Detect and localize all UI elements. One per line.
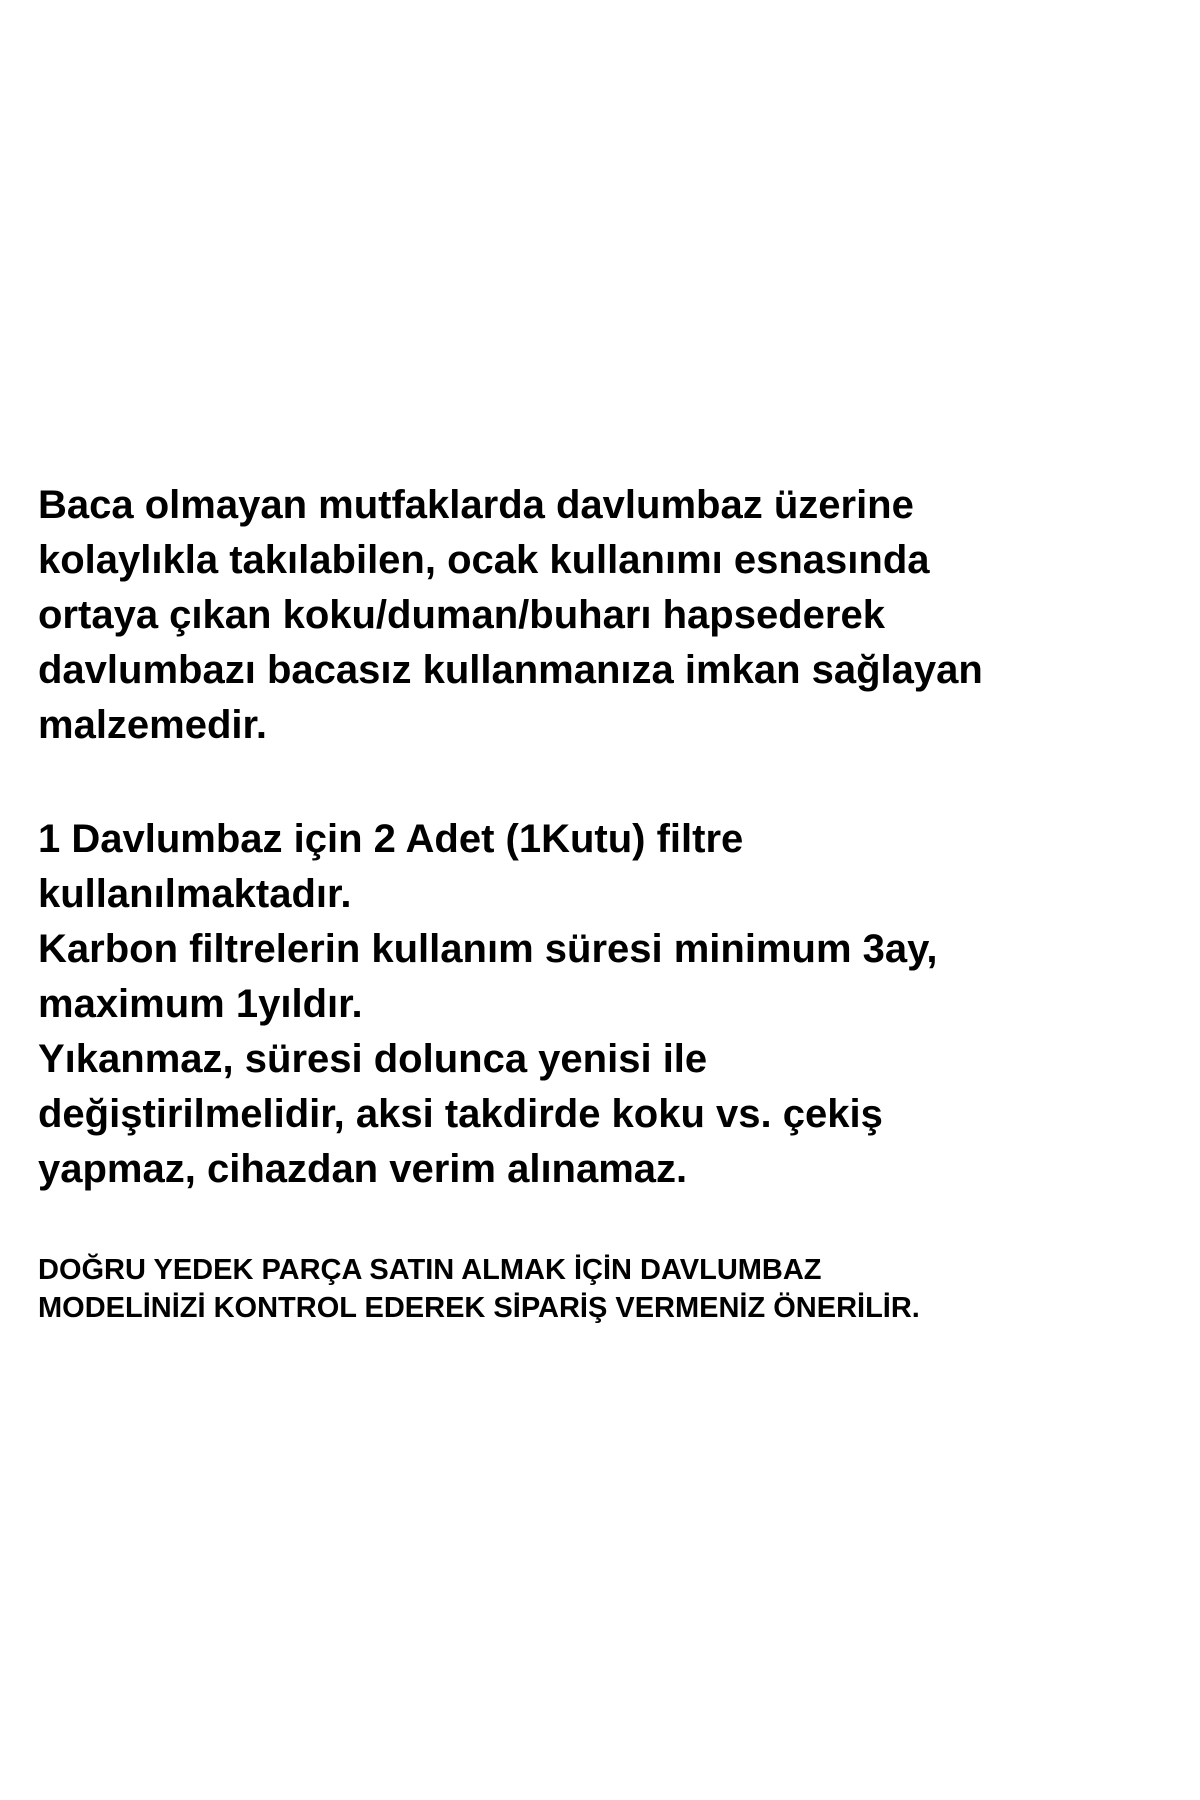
- usage-line: Yıkanmaz, süresi dolunca yenisi ile: [38, 1037, 708, 1081]
- notice-line: MODELİNİZİ KONTROL EDEREK SİPARİŞ VERMENİZ ÖNERİLİR.: [38, 1292, 920, 1324]
- usage-line: kullanılmaktadır.: [38, 872, 352, 916]
- description-line: kolaylıkla takılabilen, ocak kullanımı esnasında: [38, 538, 930, 582]
- description-paragraph: [38, 478, 1178, 753]
- usage-line: Karbon filtrelerin kullanım süresi minimum 3ay,: [38, 927, 938, 971]
- usage-paragraph: [38, 812, 1178, 1197]
- usage-line: maximum 1yıldır.: [38, 982, 363, 1026]
- usage-line: yapmaz, cihazdan verim alınamaz.: [38, 1147, 688, 1191]
- description-line: ortaya çıkan koku/duman/buharı hapsederek: [38, 593, 885, 637]
- notice-line: DOĞRU YEDEK PARÇA SATIN ALMAK İÇİN DAVLUMBAZ: [38, 1254, 822, 1286]
- description-line: Baca olmayan mutfaklarda davlumbaz üzerine: [38, 483, 914, 527]
- notice-paragraph: [38, 1251, 1178, 1327]
- description-line: davlumbazı bacasız kullanmanıza imkan sağlayan: [38, 648, 983, 692]
- usage-line: 1 Davlumbaz için 2 Adet (1Kutu) filtre: [38, 817, 744, 861]
- usage-line: değiştirilmelidir, aksi takdirde koku vs. çekiş: [38, 1092, 883, 1136]
- description-line: malzemedir.: [38, 703, 268, 747]
